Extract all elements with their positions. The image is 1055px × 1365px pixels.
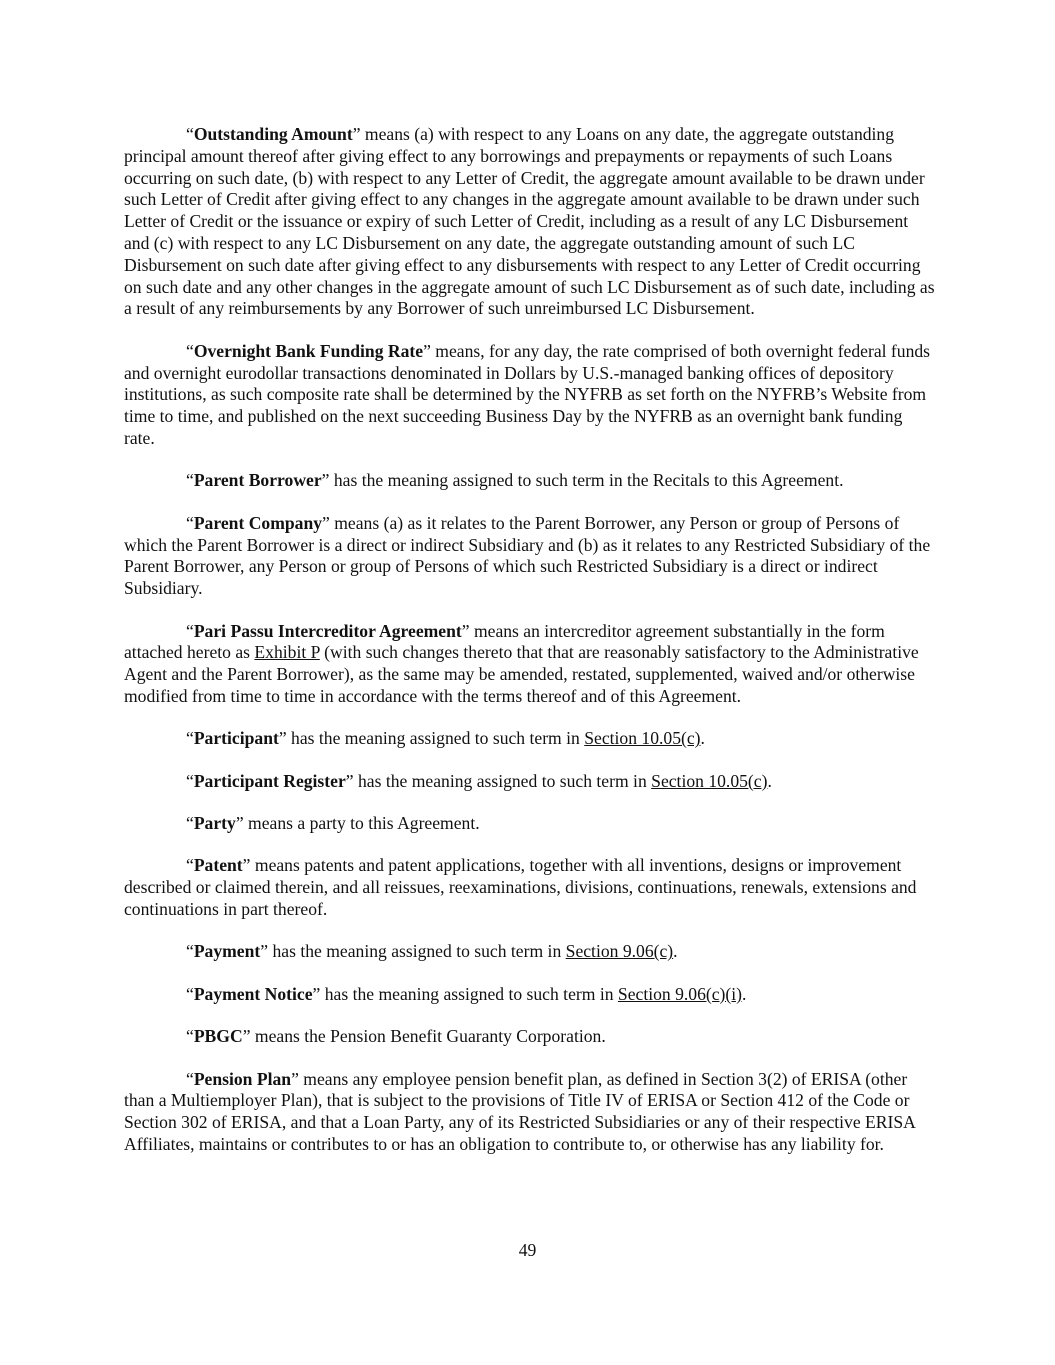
definition-paragraph: “Payment Notice” has the meaning assigned to such term in Section 9.06(c)(i). <box>186 983 747 1004</box>
definition-text: . <box>742 983 747 1004</box>
definition-text: has the meaning assigned to such term in <box>353 770 652 791</box>
definition-text: means a party to this Agreement. <box>243 813 480 834</box>
definition-paragraph: “Pension Plan” means any employee pension benefit plan, as defined in Section 3(2) of ERISA (other than a Multiemployer Plan), that is subject to the provisions of Title IV of ERISA or Section 412 of the Code or Section 302 of ERISA, and that a Loan Party, any of its Restricted Subsidiaries or any of their respective ERISA Affiliates, maintains or contributes to or has an obligation to contribute to, or otherwise has any liability for. <box>124 1068 915 1155</box>
definition-paragraph: “Pari Passu Intercreditor Agreement” means an intercreditor agreement substantially in the form attached hereto as Exhibit P (with such changes thereto that that are reasonably satisfactory to the Administrative Agent and the Parent Borrower), as the same may be amended, restated, supplemented, waived and/or otherwise modified from time to time in accordance with the terms thereof and of this Agreement. <box>124 620 919 706</box>
defined-term: Parent Company <box>193 512 323 533</box>
cross-reference: Section 10.05(c) <box>584 728 701 749</box>
defined-term: Participant <box>193 728 279 749</box>
definition-paragraph: “Payment” has the meaning assigned to such term in Section 9.06(c). <box>186 941 678 962</box>
definition-text: . <box>673 941 678 962</box>
definition-text: has the meaning assigned to such term in <box>320 983 618 1004</box>
defined-term: PBGC <box>193 1026 243 1047</box>
definition-text: . <box>700 728 705 749</box>
cross-reference: Section 10.05(c) <box>651 770 768 791</box>
defined-term: Pension Plan <box>193 1068 292 1089</box>
cross-reference: Section 9.06(c) <box>565 941 674 962</box>
defined-term: Party <box>193 813 236 834</box>
defined-term: Pari Passu Intercreditor Agreement <box>193 620 462 641</box>
defined-term: Outstanding Amount <box>193 124 353 144</box>
page-number: 49 <box>518 1240 537 1260</box>
definition-paragraph: “Participant” has the meaning assigned to such term in Section 10.05(c). <box>186 728 705 749</box>
definition-text: means (a) with respect to any Loans on any date, the aggregate outstanding principal amount thereof after giving effect to any borrowings and prepayments or repayments of such Loans occurring on such date, (b) with respect to any Letter of Credit, the aggregate amount available to be drawn under such Letter of Credit after giving effect to any changes in the aggregate amount available to be drawn under such Letter of Credit or the issuance or expiry of such Letter of Credit, including as a result of any LC Disbursement and (c) with respect to any LC Disbursement on any date, the aggregate outstanding amount of such LC Disbursement on such date after giving effect to any disbursements with respect to any Letter of Credit occurring on such date and any other changes in the aggregate amount of such LC Disbursement as of such date, including as a result of any reimbursements by any Borrower of such unreimbursed LC Disbursement. <box>124 124 935 319</box>
definition-text: means (a) as it relates to the Parent Borrower, any Person or group of Persons of which the Parent Borrower is a direct or indirect Subsidiary and (b) as it relates to any Restricted Subsidiary of the Parent Borrower, any Person or group of Persons of which such Restricted Subsidiary is a direct or indirect Subsidiary. <box>124 512 931 599</box>
definition-text: (with such changes thereto that that are reasonably satisfactory to the Administrative Agent and the Parent Borrower), as the same may be amended, restated, supplemented, waived and/or otherwise modified from time to time in accordance with the terms thereof and of this Agreement. <box>124 642 919 706</box>
definition-paragraph: “Patent” means patents and patent applications, together with all inventions, designs or improvement described or claimed therein, and all reissues, reexaminations, divisions, continuations, renewals, extensions and continuations in part thereof. <box>124 855 917 920</box>
definition-paragraph: “Participant Register” has the meaning assigned to such term in Section 10.05(c). <box>186 770 772 791</box>
definition-paragraph: “Parent Company” means (a) as it relates to the Parent Borrower, any Person or group of Persons of which the Parent Borrower is a direct or indirect Subsidiary and (b) as it relates to any Restricted Subsidiary of the Parent Borrower, any Person or group of Persons of which such Restricted Subsidiary is a direct or indirect Subsidiary. <box>124 512 931 599</box>
cross-reference: Section 9.06(c)(i) <box>617 983 743 1004</box>
defined-term: Participant Register <box>193 770 346 791</box>
cross-reference: Exhibit P <box>254 642 320 663</box>
defined-term: Parent Borrower <box>193 470 322 491</box>
definition-text: means the Pension Benefit Guaranty Corporation. <box>250 1026 606 1047</box>
definition-text: has the meaning assigned to such term in <box>286 728 585 749</box>
defined-term: Overnight Bank Funding Rate <box>193 340 424 361</box>
definition-paragraph: “PBGC” means the Pension Benefit Guaranty Corporation. <box>186 1026 606 1047</box>
defined-term: Payment <box>193 941 261 962</box>
document-page <box>124 124 936 1176</box>
definition-text: . <box>767 770 772 791</box>
definition-paragraph: “Parent Borrower” has the meaning assigned to such term in the Recitals to this Agreement. <box>186 470 844 491</box>
definition-text: has the meaning assigned to such term in the Recitals to this Agreement. <box>329 470 844 491</box>
definition-text: means an intercreditor agreement substantially in the form attached hereto as <box>124 620 885 663</box>
definition-text: means any employee pension benefit plan, as defined in Section 3(2) of ERISA (other than a Multiemployer Plan), that is subject to the provisions of Title IV of ERISA or Section 412 of the Code or Section 302 of ERISA, and that a Loan Party, any of its Restricted Subsidiaries or any of their respective ERISA Affiliates, maintains or contributes to or has an obligation to contribute to, or otherwise has any liability for. <box>124 1068 915 1155</box>
defined-term: Payment Notice <box>193 983 313 1004</box>
definition-text: means, for any day, the rate comprised of both overnight federal funds and overnight eurodollar transactions denominated in Dollars by U.S.-managed banking offices of depository institutions, as such composite rate shall be determined by the NYFRB as set forth on the NYFRB’s Website from time to time, and published on the next succeeding Business Day by the NYFRB as an overnight bank funding rate. <box>124 340 931 448</box>
definition-paragraph: “Overnight Bank Funding Rate” means, for any day, the rate comprised of both overnight federal funds and overnight eurodollar transactions denominated in Dollars by U.S.-managed banking offices of depository institutions, as such composite rate shall be determined by the NYFRB as set forth on the NYFRB’s Website from time to time, and published on the next succeeding Business Day by the NYFRB as an overnight bank funding rate. <box>124 340 931 448</box>
definition-paragraph: “Outstanding Amount” means (a) with respect to any Loans on any date, the aggregate outstanding principal amount thereof after giving effect to any borrowings and prepayments or repayments of such Loans occurring on such date, (b) with respect to any Letter of Credit, the aggregate amount available to be drawn under such Letter of Credit after giving effect to any changes in the aggregate amount available to be drawn under such Letter of Credit or the issuance or expiry of such Letter of Credit, including as a result of any LC Disbursement and (c) with respect to any LC Disbursement on any date, the aggregate outstanding amount of such LC Disbursement on such date after giving effect to any disbursements with respect to any Letter of Credit occurring on such date and any other changes in the aggregate amount of such LC Disbursement as of such date, including as a result of any reimbursements by any Borrower of such unreimbursed LC Disbursement. <box>124 124 935 319</box>
definition-text: has the meaning assigned to such term in <box>268 941 566 962</box>
definition-paragraph: “Party” means a party to this Agreement. <box>186 813 480 834</box>
defined-term: Patent <box>193 855 243 876</box>
definition-text: means patents and patent applications, together with all inventions, designs or improvement described or claimed therein, and all reissues, reexaminations, divisions, continuations, renewals, extensions and continuations in part thereof. <box>124 855 917 920</box>
